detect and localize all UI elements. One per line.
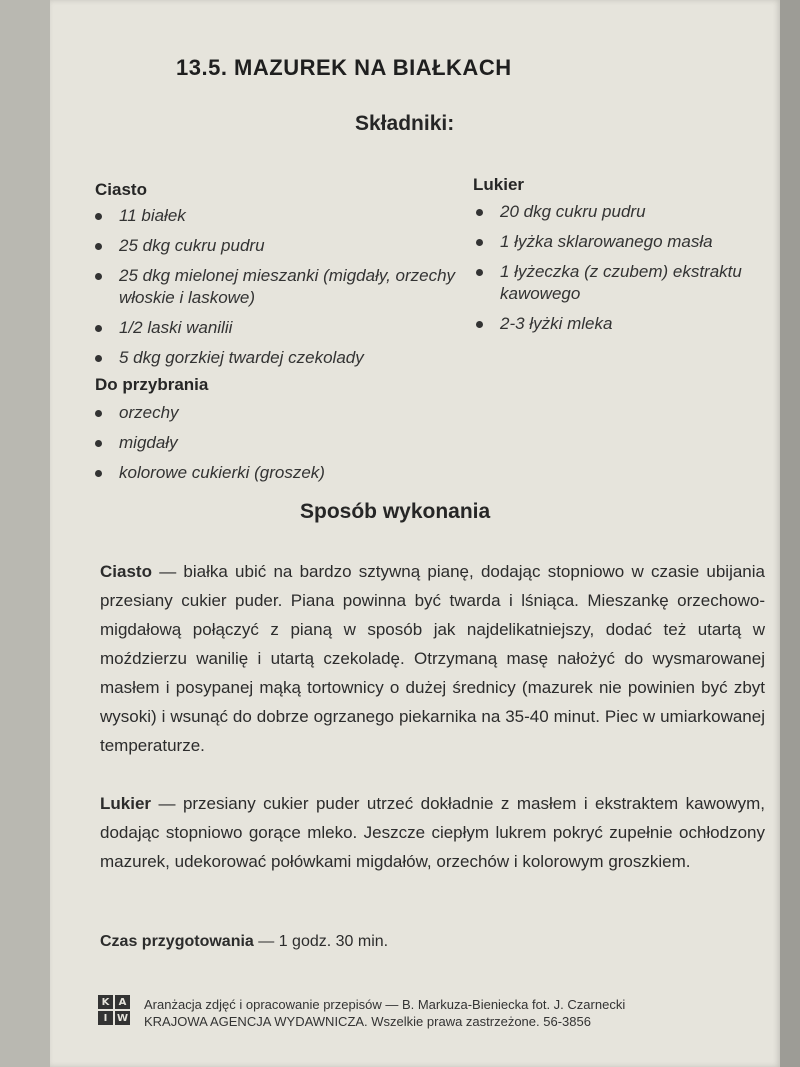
prep-time-value: — 1 godz. 30 min.	[253, 933, 389, 950]
list-item: 25 dkg mielonej mieszanki (migdały, orzechy włoskie i laskowe)	[95, 265, 475, 309]
ciasto-list	[95, 205, 475, 369]
list-item: 2-3 łyżki mleka	[476, 313, 766, 335]
publisher-logo	[98, 995, 130, 1025]
lukier-heading: Lukier	[473, 175, 525, 194]
list-item: 25 dkg cukru pudru	[95, 235, 475, 257]
list-item: 1/2 laski wanilii	[95, 317, 475, 339]
prep-time	[100, 933, 388, 951]
footer-credits	[144, 996, 625, 1030]
ciasto-heading: Ciasto	[95, 180, 147, 199]
lukier-method-paragraph	[100, 789, 765, 876]
list-item: kolorowe cukierki (groszek)	[95, 462, 475, 484]
list-item: orzechy	[95, 402, 475, 424]
recipe-card	[50, 0, 780, 1067]
list-item: 5 dkg gorzkiej twardej czekolady	[95, 347, 475, 369]
logo-letter: I	[98, 1011, 113, 1025]
lukier-method-label: Lukier	[100, 794, 152, 813]
footer-line-2: KRAJOWA AGENCJA WYDAWNICZA. Wszelkie prawa zastrzeżone. 56-3856	[144, 1014, 591, 1029]
list-item: 20 dkg cukru pudru	[476, 201, 766, 223]
ciasto-method-paragraph	[100, 557, 765, 760]
list-item: 11 białek	[95, 205, 475, 227]
prep-time-label: Czas przygotowania	[100, 933, 254, 950]
logo-letter: K	[98, 995, 113, 1009]
list-item: 1 łyżka sklarowanego masła	[476, 231, 766, 253]
list-item: migdały	[95, 432, 475, 454]
do-przybrania-heading: Do przybrania	[95, 375, 209, 394]
card-edge-background	[780, 0, 800, 1067]
method-heading: Sposób wykonania	[300, 500, 491, 523]
list-item: 1 łyżeczka (z czubem) ekstraktu kawowego	[476, 261, 766, 305]
do-przybrania-list	[95, 402, 475, 484]
logo-letter: A	[115, 995, 130, 1009]
recipe-title: 13.5. MAZUREK NA BIAŁKACH	[176, 55, 512, 80]
ciasto-method-text: — białka ubić na bardzo sztywną pianę, dodając stopniowo w czasie ubijania przesiany cukier puder. Piana powinna być twarda i lśniąca. Mieszankę orzechowo-migdałową połączyć z pianą w sposób jak najdelikatniejszy, dodać też utartą w moździerzu wanilię i utartą czekoladę. Otrzymaną masę nałożyć do wysmarowanej masłem i posypanej mąką tortownicy o dużej średnicy (mazurek nie powinien być zbyt wysoki) i wsunąć do dobrze ogrzanego piekarnika na 35-40 minut. Piec w umiarkowanej temperaturze.	[100, 562, 765, 755]
footer-line-1: Aranżacja zdjęć i opracowanie przepisów — B. Markuza-Bieniecka fot. J. Czarnecki	[144, 997, 626, 1012]
ingredients-heading: Składniki:	[355, 112, 455, 135]
lukier-method-text: — przesiany cukier puder utrzeć dokładnie z masłem i ekstraktem kawowym, dodając stopniowo gorące mleko. Jeszcze ciepłym lukrem pokryć zupełnie ochłodzony mazurek, udekorować połówkami migdałów, orzechów i kolorowym groszkiem.	[100, 794, 765, 871]
ciasto-method-label: Ciasto	[100, 562, 152, 581]
logo-letter: W	[116, 1012, 129, 1024]
lukier-list	[476, 201, 766, 335]
